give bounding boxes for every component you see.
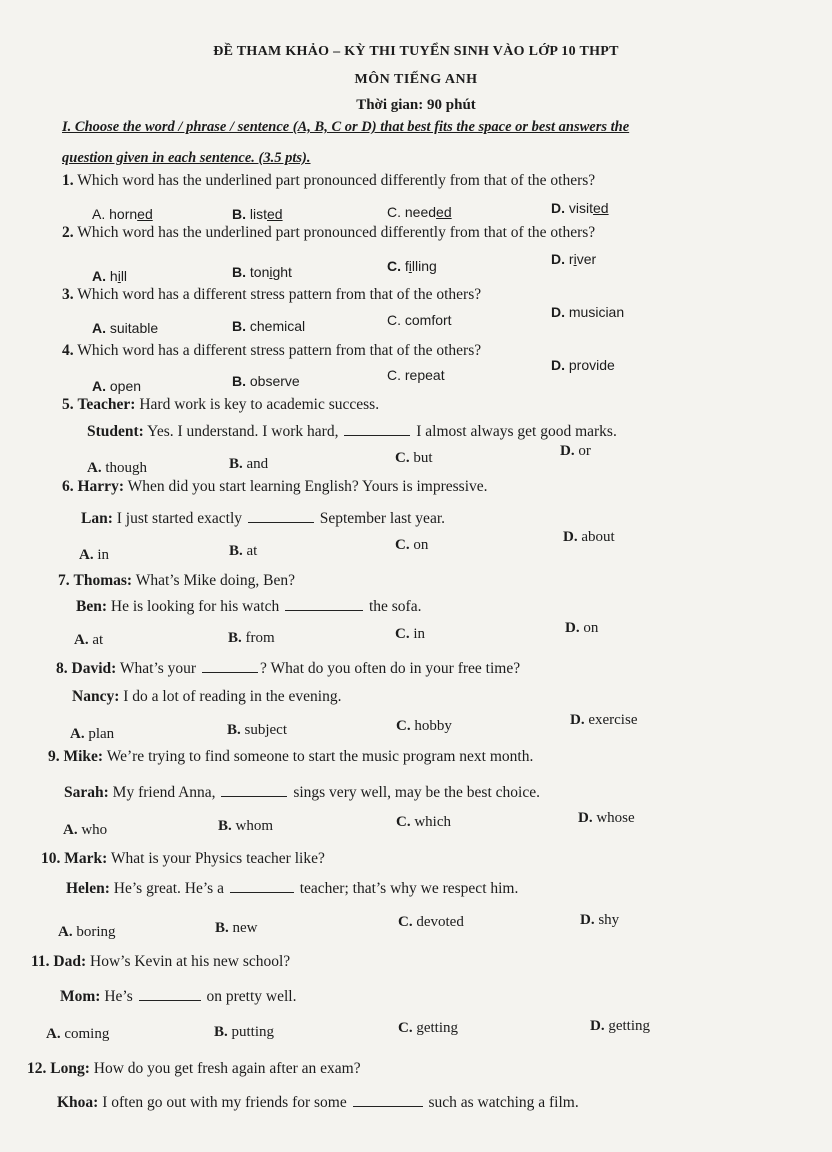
q3-option-d[interactable]: D. musician	[551, 304, 625, 320]
q7-option-b[interactable]: B. from	[228, 630, 275, 646]
q7-option-a[interactable]: A. at	[74, 632, 104, 648]
q4-option-b[interactable]: B. observe	[232, 373, 300, 389]
exam-title: ĐỀ THAM KHẢO – KỲ THI TUYỂN SINH VÀO LỚP 10 THPT	[213, 44, 619, 59]
question-4: 4. Which word has a different stress pattern from that of the others?	[62, 342, 482, 359]
q4-option-d[interactable]: D. provide	[551, 357, 615, 373]
time-allowed: Thời gian: 90 phút	[356, 97, 476, 113]
answer-blank[interactable]	[202, 671, 258, 673]
question-9-reply: Sarah: My friend Anna, sings very well, may be the best choice.	[64, 784, 540, 801]
question-11-reply: Mom: He’s on pretty well.	[60, 988, 297, 1005]
q6-option-a[interactable]: A. in	[79, 547, 110, 563]
q2-option-a[interactable]: A. hill	[92, 268, 128, 284]
q2-option-c[interactable]: C. filling	[387, 258, 437, 274]
q7-option-d[interactable]: D. on	[565, 620, 599, 636]
q1-option-d[interactable]: D. visited	[551, 200, 609, 216]
question-5-reply: Student: Yes. I understand. I work hard, I almost always get good marks.	[87, 423, 617, 440]
question-1: 1. Which word has the underlined part pronounced differently from that of the others?	[62, 172, 596, 189]
q8-option-c[interactable]: C. hobby	[396, 718, 452, 734]
q9-option-c[interactable]: C. which	[396, 814, 452, 830]
question-9: 9. Mike: We’re trying to find someone to start the music program next month.	[48, 748, 534, 765]
q5-option-c[interactable]: C. but	[395, 450, 433, 466]
q5-option-d[interactable]: D. or	[560, 443, 591, 459]
answer-blank[interactable]	[139, 999, 201, 1001]
q8-option-b[interactable]: B. subject	[227, 722, 288, 738]
q3-option-a[interactable]: A. suitable	[92, 320, 159, 336]
question-10: 10. Mark: What is your Physics teacher like?	[41, 850, 325, 867]
q10-option-c[interactable]: C. devoted	[398, 914, 464, 930]
q9-option-a[interactable]: A. who	[63, 822, 108, 838]
answer-blank[interactable]	[221, 795, 287, 797]
q10-option-d[interactable]: D. shy	[580, 912, 620, 928]
q5-option-b[interactable]: B. and	[229, 456, 269, 472]
section-instruction-line1: I. Choose the word / phrase / sentence (A, B, C or D) that best fits the space or best answers the	[62, 119, 630, 135]
q5-option-a[interactable]: A. though	[87, 460, 148, 476]
question-12-reply: Khoa: I often go out with my friends for some such as watching a film.	[57, 1094, 579, 1111]
q1-option-b[interactable]: B. listed	[232, 206, 283, 222]
answer-blank[interactable]	[344, 434, 410, 436]
question-10-reply: Helen: He’s great. He’s a teacher; that’s why we respect him.	[66, 880, 519, 897]
question-8: 8. David: What’s your ? What do you often do in your free time?	[56, 660, 521, 677]
q11-option-c[interactable]: C. getting	[398, 1020, 459, 1036]
question-5: 5. Teacher: Hard work is key to academic success.	[62, 396, 380, 413]
question-6-reply: Lan: I just started exactly September last year.	[81, 510, 445, 527]
q1-option-a[interactable]: A. horned	[92, 206, 153, 222]
subject-title: MÔN TIẾNG ANH	[354, 72, 478, 87]
q10-option-b[interactable]: B. new	[215, 920, 258, 936]
q2-option-b[interactable]: B. tonight	[232, 264, 292, 280]
question-3: 3. Which word has a different stress pattern from that of the others?	[62, 286, 482, 303]
q1-option-c[interactable]: C. needed	[387, 204, 452, 220]
question-12: 12. Long: How do you get fresh again after an exam?	[27, 1060, 361, 1077]
q6-option-b[interactable]: B. at	[229, 543, 258, 559]
q11-option-a[interactable]: A. coming	[46, 1026, 110, 1042]
question-8-reply: Nancy: I do a lot of reading in the evening.	[72, 688, 342, 705]
q3-option-c[interactable]: C. comfort	[387, 312, 452, 328]
q11-option-d[interactable]: D. getting	[590, 1018, 651, 1034]
q10-option-a[interactable]: A. boring	[58, 924, 116, 940]
question-7-reply: Ben: He is looking for his watch the sofa.	[76, 598, 422, 615]
q8-option-a[interactable]: A. plan	[70, 726, 115, 742]
answer-blank[interactable]	[353, 1105, 423, 1107]
answer-blank[interactable]	[230, 891, 294, 893]
q6-option-c[interactable]: C. on	[395, 537, 429, 553]
answer-blank[interactable]	[285, 609, 363, 611]
q9-option-d[interactable]: D. whose	[578, 810, 635, 826]
q4-option-c[interactable]: C. repeat	[387, 367, 445, 383]
question-6: 6. Harry: When did you start learning English? Yours is impressive.	[62, 478, 488, 495]
q3-option-b[interactable]: B. chemical	[232, 318, 306, 334]
q4-option-a[interactable]: A. open	[92, 378, 142, 394]
q11-option-b[interactable]: B. putting	[214, 1024, 275, 1040]
q9-option-b[interactable]: B. whom	[218, 818, 274, 834]
q7-option-c[interactable]: C. in	[395, 626, 426, 642]
question-2: 2. Which word has the underlined part pronounced differently from that of the others?	[62, 224, 596, 241]
q8-option-d[interactable]: D. exercise	[570, 712, 638, 728]
q6-option-d[interactable]: D. about	[563, 529, 615, 545]
q2-option-d[interactable]: D. river	[551, 251, 597, 267]
answer-blank[interactable]	[248, 521, 314, 523]
section-instruction-line2: question given in each sentence. (3.5 pts).	[62, 150, 311, 166]
question-7: 7. Thomas: What’s Mike doing, Ben?	[58, 572, 295, 589]
question-11: 11. Dad: How’s Kevin at his new school?	[31, 953, 291, 970]
